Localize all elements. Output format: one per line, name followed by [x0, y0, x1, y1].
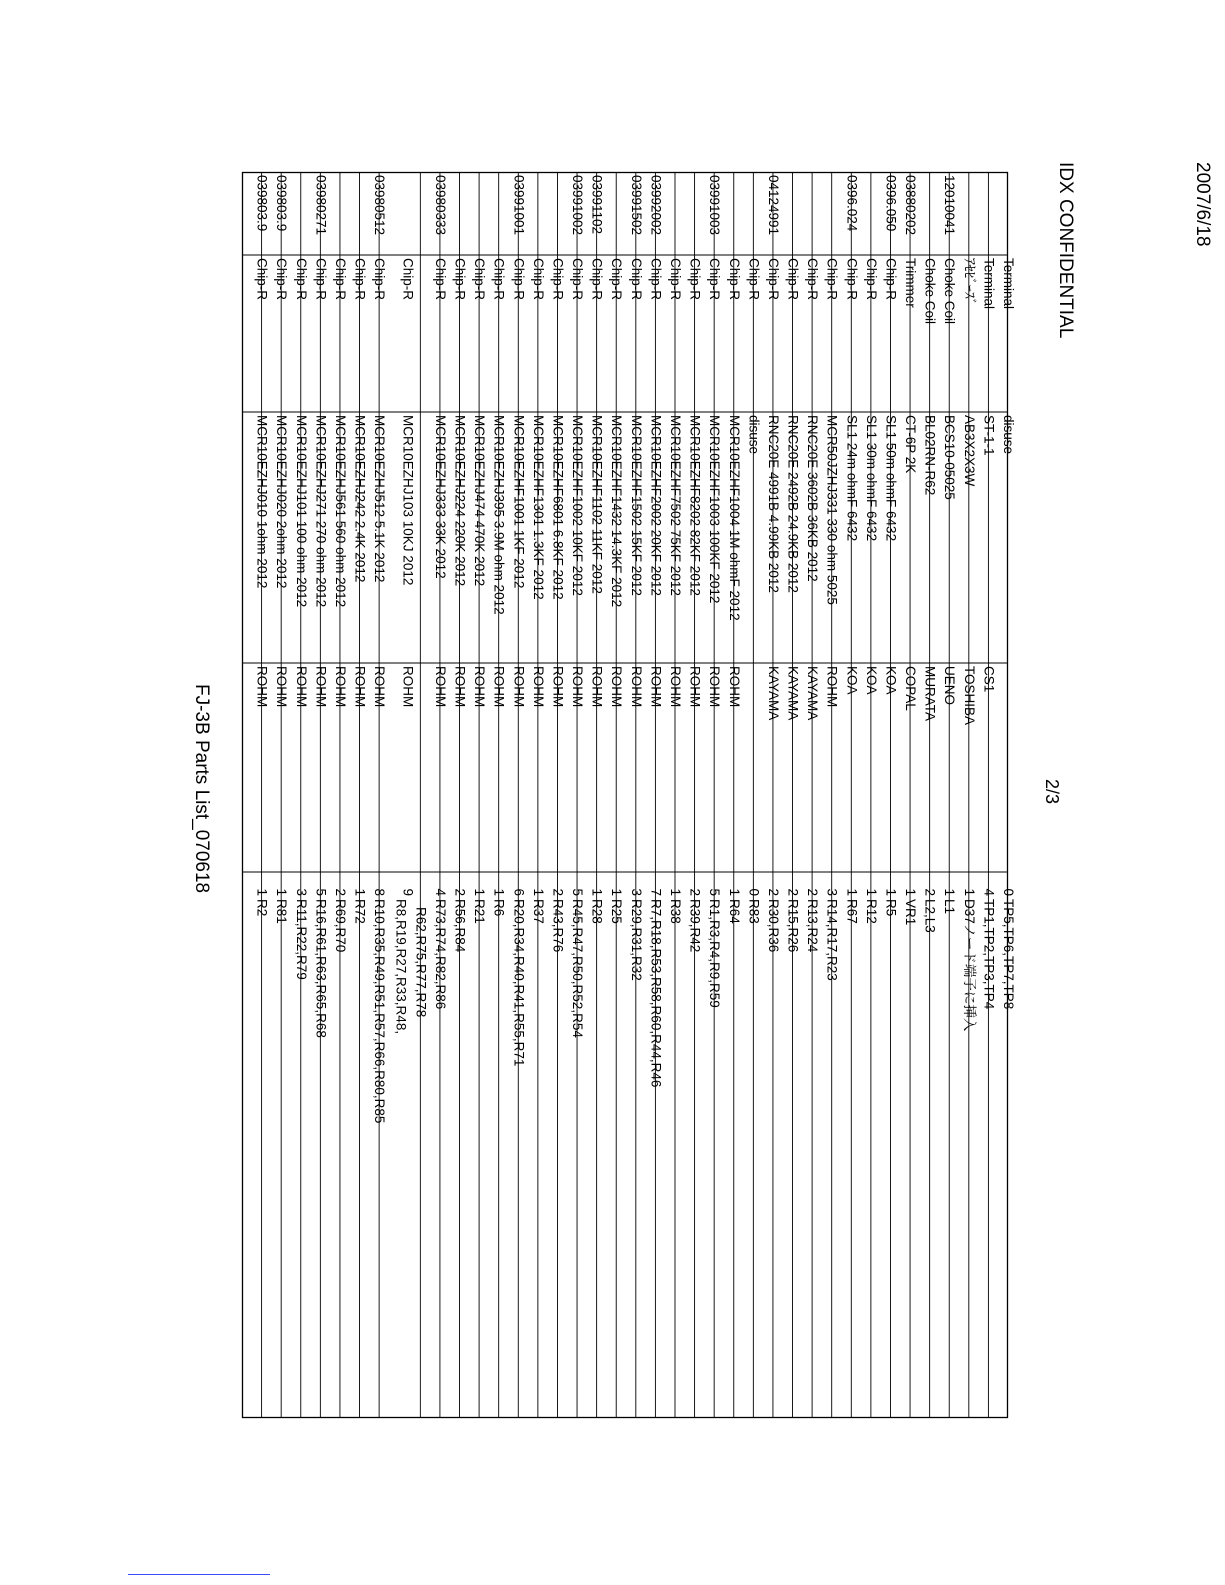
category-cell: Chip-R	[824, 258, 840, 301]
category-cell: Chip-R	[785, 258, 801, 301]
parts-table	[242, 172, 1016, 1418]
part-cell: RNC20E 3602B 36KB 2012	[805, 415, 821, 582]
category-cell: Chip-R	[589, 258, 605, 301]
part-cell: CT-6P 2K	[903, 415, 919, 474]
maker-cell: ROHM	[824, 666, 840, 708]
qty-cell: 1	[961, 888, 977, 896]
refs-cell: R64	[726, 899, 742, 924]
part-cell: SL1 24m ohmF 6432	[844, 415, 860, 542]
qty-cell: 1	[883, 888, 899, 896]
qty-cell: 5	[570, 888, 586, 896]
part-cell: BCS10-05025	[942, 415, 958, 500]
category-cell: Chip-R	[313, 258, 329, 301]
category-cell: Chip-R	[628, 258, 644, 301]
category-cell: Chip-R	[550, 258, 566, 301]
part-cell: MCR10EZHF1301 1.3KF 2012	[530, 415, 546, 600]
maker-cell: ROHM	[274, 666, 290, 708]
refs-cell: R69,R70	[332, 899, 348, 953]
category-cell: Chip-R	[746, 258, 762, 301]
code-cell: 03991001	[511, 175, 527, 236]
part-cell: ST-1-1	[981, 415, 997, 456]
part-cell: MCR10EZHJ242 2.4K 2012	[352, 415, 368, 583]
bottom-rule	[128, 1574, 270, 1575]
qty-cell: 0	[746, 888, 762, 896]
qty-cell: 4	[432, 888, 448, 896]
category-cell: Chip-R	[352, 258, 368, 301]
maker-cell: ROHM	[491, 666, 507, 708]
category-cell: Terminal	[1001, 258, 1016, 310]
maker-cell: KOA	[844, 666, 860, 695]
code-cell: 039803.9	[274, 175, 290, 232]
category-cell: Chip-R	[687, 258, 703, 301]
category-cell: Chip-R	[530, 258, 546, 301]
category-cell: Chip-R	[491, 258, 507, 301]
maker-cell: TOSHIBA	[961, 666, 977, 726]
code-cell: 03991502	[628, 175, 644, 236]
qty-cell: 3	[293, 888, 309, 896]
code-cell: 03992002	[648, 175, 664, 236]
refs-cell: R37	[530, 899, 546, 924]
maker-cell: ROHM	[432, 666, 448, 708]
qty-cell: 1	[726, 888, 742, 896]
qty-cell: 2	[332, 888, 348, 896]
maker-cell: ROHM	[254, 666, 270, 708]
maker-cell: ROHM	[628, 666, 644, 708]
part-cell: MCR10EZHJ474 470K 2012	[472, 415, 488, 587]
qty-cell: 2	[687, 888, 703, 896]
part-cell: MCR10EZHJ333 33K 2012	[432, 415, 448, 579]
maker-cell: ROHM	[687, 666, 703, 708]
refs-cell: D37ノード端子に挿入	[961, 899, 977, 1032]
qty-cell: 1	[942, 888, 958, 896]
category-cell: Chip-R	[805, 258, 821, 301]
qty-cell: 8	[372, 888, 388, 896]
part-cell: AB3X2X3W	[961, 415, 977, 487]
code-cell: 0396.050	[883, 175, 899, 232]
refs-cell: R73,R74,R82,R86	[432, 899, 448, 1010]
refs-cell: R45,R47,R50,R52,R54	[570, 899, 586, 1038]
refs-cell: R15,R26	[785, 899, 801, 953]
category-cell: Chip-R	[400, 258, 416, 301]
category-cell: Chip-R	[667, 258, 683, 301]
page-number: 2/3	[1042, 779, 1062, 805]
category-cell: Chip-R	[452, 258, 468, 301]
table-border	[243, 173, 1008, 1418]
category-cell: Chip-R	[707, 258, 723, 301]
refs-cell: L1	[942, 899, 958, 915]
maker-cell: UENO	[942, 666, 958, 706]
maker-cell: ROHM	[293, 666, 309, 708]
refs-cell: R83	[746, 899, 762, 924]
category-cell: Chip-R	[274, 258, 290, 301]
part-cell: MCR10EZHF1102 11KF 2012	[589, 415, 605, 594]
part-cell: MCR10EZHJ271 270 ohm 2012	[313, 415, 329, 608]
refs-cell: R8,R19,R27,R33,R48,	[393, 899, 409, 1035]
refs-cell: R20,R34,R40,R41,R55,R71	[511, 899, 527, 1067]
category-cell: Chip-R	[648, 258, 664, 301]
qty-cell: 1	[903, 888, 919, 896]
maker-cell: ROHM	[511, 666, 527, 708]
maker-cell: KOA	[863, 666, 879, 695]
category-cell: Choke Coil	[942, 258, 958, 325]
part-cell: MCR10EZHJ395 3.9M ohm 2012	[491, 415, 507, 615]
refs-cell: R2	[254, 899, 270, 917]
maker-cell: ROHM	[707, 666, 723, 708]
qty-cell: 1	[472, 888, 488, 896]
part-cell: MCR10EZHF1002 10KF 2012	[570, 415, 586, 596]
part-cell: MCR10EZHF7502 75KF 2012	[667, 415, 683, 596]
category-cell: Chip-R	[726, 258, 742, 301]
refs-cell: R81	[274, 899, 290, 924]
refs-cell: R30,R36	[765, 899, 781, 953]
qty-cell: 1	[667, 888, 683, 896]
part-cell: MCR10EZHF1432 14.3KF 2012	[609, 415, 625, 608]
qty-cell: 3	[824, 888, 840, 896]
refs-cell: R11,R22,R79	[293, 899, 309, 980]
code-cell: 03980271	[313, 175, 329, 236]
part-cell: MCR10EZHJ103 10KJ 2012	[400, 415, 416, 586]
maker-cell: CS1	[981, 666, 997, 693]
qty-cell: 1	[274, 888, 290, 896]
code-cell: 03980512	[372, 175, 388, 236]
maker-cell: KAYAMA	[805, 666, 821, 721]
code-cell: 03980333	[432, 175, 448, 236]
maker-cell: ROHM	[313, 666, 329, 708]
refs-cell: R5	[883, 899, 899, 917]
qty-cell: 0	[1001, 888, 1016, 896]
category-cell: Chip-R	[511, 258, 527, 301]
code-cell: 03991003	[707, 175, 723, 236]
part-cell: MCR10EZHF2002 20KF 2012	[648, 415, 664, 596]
qty-cell: 2	[805, 888, 821, 896]
maker-cell: ROHM	[400, 666, 416, 708]
code-cell: 12010041	[942, 175, 958, 236]
category-cell: Chip-R	[372, 258, 388, 301]
qty-cell: 9	[400, 888, 416, 896]
part-cell: RNC20E 2492B 24.9KB 2012	[785, 415, 801, 593]
category-cell: Chip-R	[472, 258, 488, 301]
maker-cell: MURATA	[922, 666, 938, 721]
part-cell: MCR10EZHF6801 6.8KF 2012	[550, 415, 566, 600]
part-cell: MCR10EZHJ561 560 ohm 2012	[332, 415, 348, 608]
refs-cell: R25	[609, 899, 625, 924]
qty-cell: 1	[844, 888, 860, 896]
maker-cell: KOA	[883, 666, 899, 695]
category-cell: Chip-R	[293, 258, 309, 301]
qty-cell: 5	[707, 888, 723, 896]
category-cell: Chip-R	[765, 258, 781, 301]
refs-cell-continued: R62,R75,R77,R78	[413, 907, 429, 1018]
maker-cell: ROHM	[550, 666, 566, 708]
category-cell: Chip-R	[883, 258, 899, 301]
refs-cell: R16,R61,R63,R65,R68	[313, 899, 329, 1038]
refs-cell: R43,R76	[550, 899, 566, 953]
maker-cell: ROHM	[372, 666, 388, 708]
refs-cell: R39,R42	[687, 899, 703, 953]
part-cell: MCR50JZHJ331 330 ohm 5025	[824, 415, 840, 605]
refs-cell: R7,R18,R53,R58,R60,R44,R46	[648, 899, 664, 1088]
refs-cell: TP1,TP2,TP3,TP4	[981, 899, 997, 1010]
refs-cell: R21	[472, 899, 488, 924]
maker-cell: ROHM	[648, 666, 664, 708]
code-cell: 03991002	[570, 175, 586, 236]
refs-cell: R14,R17,R23	[824, 899, 840, 981]
qty-cell: 1	[609, 888, 625, 896]
qty-cell: 4	[981, 888, 997, 896]
refs-cell: VR1	[903, 899, 919, 926]
qty-cell: 7	[648, 888, 664, 896]
category-cell: Chip-R	[432, 258, 448, 301]
qty-cell: 6	[511, 888, 527, 896]
category-cell: Chip-R	[332, 258, 348, 301]
part-cell: disuse	[746, 415, 762, 455]
part-cell: MCR10EZHJ101 100 ohm 2012	[293, 415, 309, 608]
part-cell: RNC20E 4991B 4.99KB 2012	[765, 415, 781, 593]
qty-cell: 3	[628, 888, 644, 896]
qty-cell: 2	[550, 888, 566, 896]
refs-cell: R72	[352, 899, 368, 924]
qty-cell: 1	[491, 888, 507, 896]
maker-cell: ROHM	[472, 666, 488, 708]
code-cell: 03991102	[589, 175, 605, 235]
category-cell: ｱｾﾋﾞｰｽﾞ	[961, 258, 977, 306]
maker-cell: COPAL	[903, 666, 919, 711]
refs-cell: R29,R31,R32	[628, 899, 644, 981]
maker-cell: ROHM	[609, 666, 625, 708]
maker-cell: KAYAMA	[785, 666, 801, 721]
refs-cell: TP5,TP6,TP7,TP8	[1001, 899, 1016, 1010]
code-cell: 0396.024	[844, 175, 860, 232]
maker-cell: ROHM	[667, 666, 683, 708]
part-cell: SL1 30m ohmF 6432	[863, 415, 879, 542]
part-cell: SL1 50m ohmF 6432	[883, 415, 899, 542]
refs-cell: R13,R24	[805, 899, 821, 953]
qty-cell: 2	[765, 888, 781, 896]
category-cell: Chip-R	[570, 258, 586, 301]
part-cell: MCR10EZHF1003 100KF 2012	[707, 415, 723, 604]
category-cell: Terminal	[981, 258, 997, 310]
refs-cell: R6	[491, 899, 507, 917]
qty-cell: 1	[352, 888, 368, 896]
refs-cell: L2,L3	[922, 899, 938, 933]
refs-cell: R67	[844, 899, 860, 924]
part-cell: MCR10EZHJ010 1ohm 2012	[254, 415, 270, 589]
refs-cell: R38	[667, 899, 683, 924]
maker-cell: ROHM	[332, 666, 348, 708]
code-cell: 039803.9	[254, 175, 270, 232]
maker-cell: ROHM	[452, 666, 468, 708]
category-cell: Chip-R	[609, 258, 625, 301]
part-cell: MCR10EZHF8202 82KF 2012	[687, 415, 703, 596]
refs-cell: R1,R3,R4,R9,R59	[707, 899, 723, 1008]
qty-cell: 2	[452, 888, 468, 896]
category-cell: Chip-R	[863, 258, 879, 301]
part-cell: MCR10EZHF1502 15KF 2012	[628, 415, 644, 596]
maker-cell: ROHM	[589, 666, 605, 708]
qty-cell: 2	[922, 888, 938, 896]
refs-cell: R56,R84	[452, 899, 468, 953]
qty-cell: 1	[530, 888, 546, 896]
part-cell: MCR10EZHJ512 5.1K 2012	[372, 415, 388, 583]
qty-cell: 1	[863, 888, 879, 896]
category-cell: Chip-R	[844, 258, 860, 301]
confidential-notice: IDX CONFIDENTIAL	[1055, 162, 1076, 339]
category-cell: Choke Coil	[922, 258, 938, 325]
page-title: FJ-3B Parts List_070618	[191, 684, 212, 894]
code-cell: 04124991	[765, 175, 781, 236]
qty-cell: 5	[313, 888, 329, 896]
refs-cell: R28	[589, 899, 605, 924]
part-cell: MCR10EZHJ020 2ohm 2012	[274, 415, 290, 589]
qty-cell: 2	[785, 888, 801, 896]
code-cell: 03880202	[903, 175, 919, 236]
category-cell: Chip-R	[254, 258, 270, 301]
maker-cell: ROHM	[726, 666, 742, 708]
part-cell: BL02RN-R62	[922, 415, 938, 496]
header-date: 2007/6/18	[1192, 162, 1213, 247]
part-cell: MCR10EZHJ224 220K 2012	[452, 415, 468, 587]
refs-cell: R12	[863, 899, 879, 924]
part-cell: disuse	[1001, 415, 1016, 455]
maker-cell: KAYAMA	[765, 666, 781, 721]
qty-cell: 1	[254, 888, 270, 896]
part-cell: MCR10EZHF1004 1M ohmF 2012	[726, 415, 742, 621]
category-cell: Trimmer	[903, 258, 919, 308]
maker-cell: ROHM	[530, 666, 546, 708]
refs-cell: R10,R35,R49,R51,R57,R66,R80,R85	[372, 899, 388, 1124]
part-cell: MCR10EZHF1001 1KF 2012	[511, 415, 527, 589]
qty-cell: 1	[589, 888, 605, 896]
maker-cell: ROHM	[570, 666, 586, 708]
maker-cell: ROHM	[352, 666, 368, 708]
